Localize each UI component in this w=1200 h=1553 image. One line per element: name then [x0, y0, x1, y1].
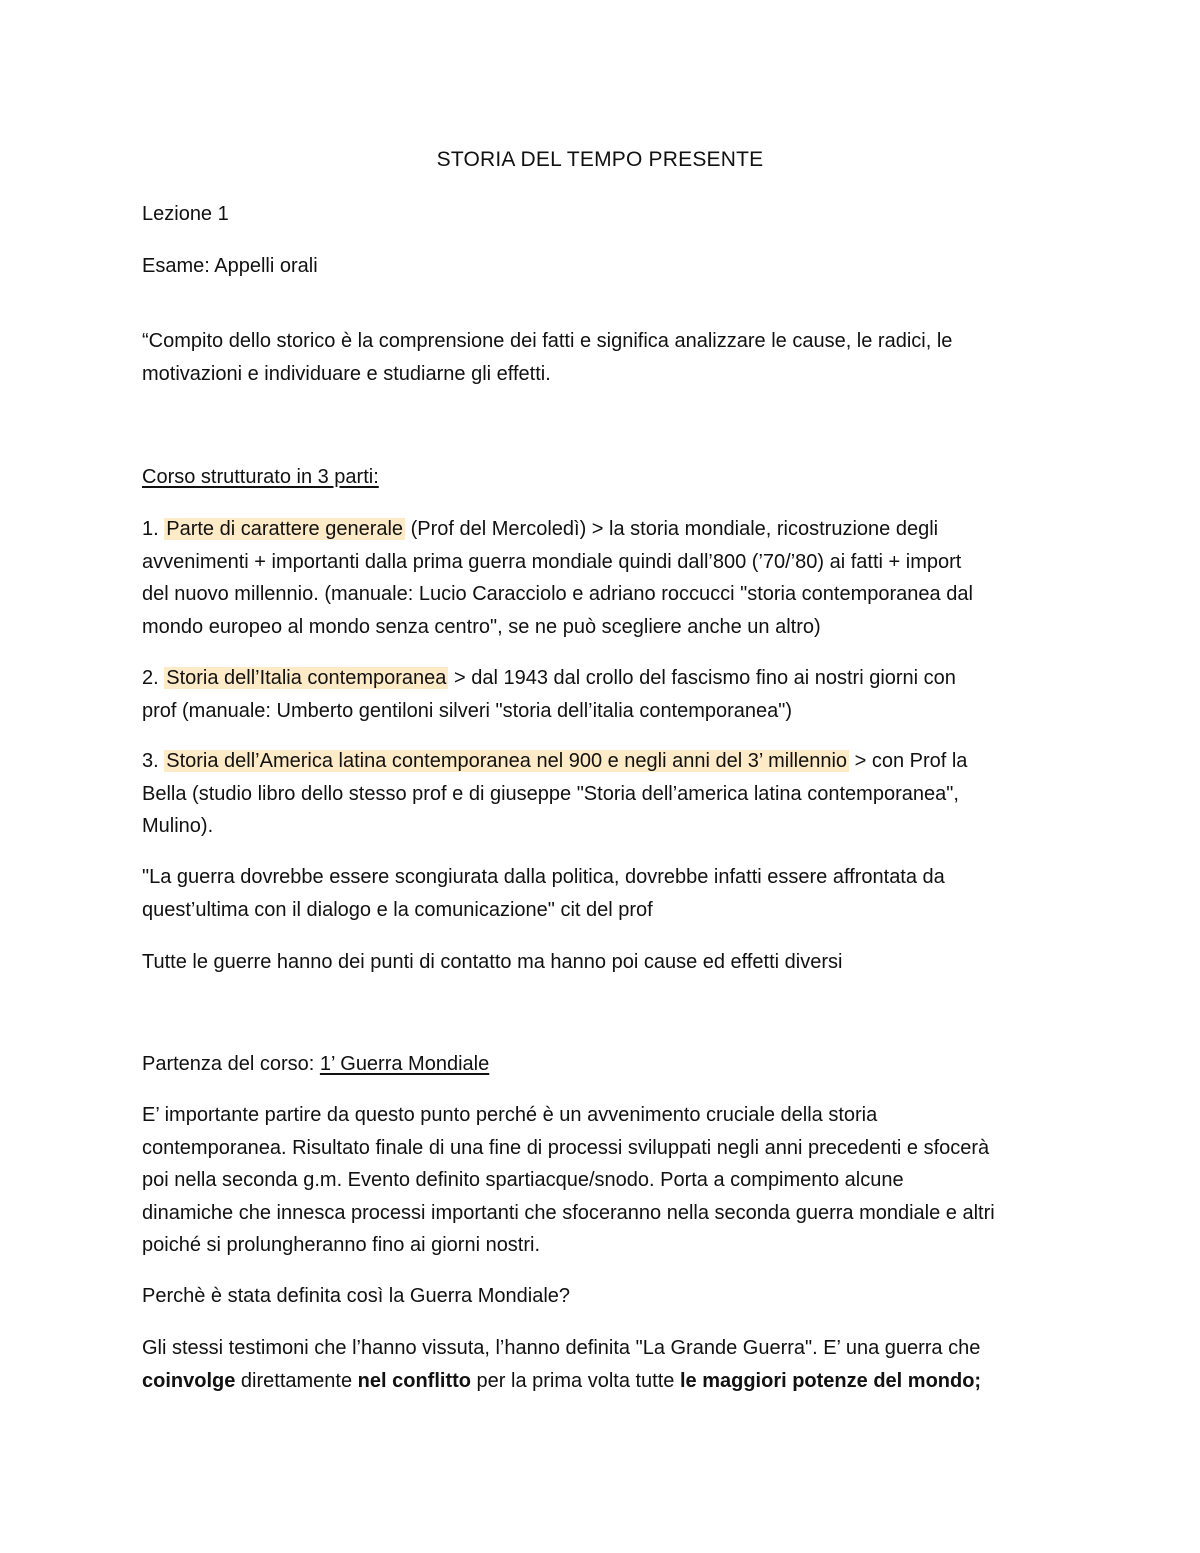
part-3-number: 3. [142, 750, 165, 772]
part-1-highlight: Parte di carattere generale [166, 518, 404, 540]
part-1-line-4: mondo europeo al mondo senza centro", se ne può scegliere anche un altro) [142, 615, 821, 638]
course-part-1 [142, 513, 1072, 643]
question-line: Perchè è stata definita così la Guerra Mondiale? [142, 1285, 571, 1307]
importance-line-4: dinamiche che innesca processi importanti che sfoceranno nella seconda guerra mondiale e altri [142, 1201, 995, 1224]
part-3-text: > con Prof la [849, 750, 968, 772]
witnesses-text-1: direttamente [235, 1369, 358, 1392]
course-start-topic: 1’ Guerra Mondiale [319, 1053, 490, 1075]
importance-paragraph [142, 1099, 1072, 1262]
course-heading: Corso strutturato in 3 parti: [142, 466, 379, 488]
quote-line-1: “Compito dello storico è la comprensione dei fatti e significa analizzare le cause, le radici, le [142, 330, 953, 352]
exam-info: Esame: Appelli orali [142, 255, 318, 277]
witnesses-bold-2: nel conflitto [357, 1369, 471, 1392]
part-1-line-2: avvenimenti + importanti dalla prima guerra mondiale quindi dall’800 (’70/’80) ai fatti + import [142, 550, 962, 573]
importance-line-5: poiché si prolungheranno fino ai giorni nostri. [142, 1234, 541, 1256]
witnesses-bold-3: le maggiori potenze del mondo; [679, 1369, 982, 1392]
professor-quote-line-2: quest’ultima con il dialogo e la comunicazione" cit del prof [142, 898, 653, 921]
witnesses-text-2: per la prima volta tutte [470, 1369, 680, 1392]
part-3-line-2: Bella (studio libro dello stesso prof e di giuseppe "Storia dell’america latina contemporanea", [142, 782, 959, 805]
witnesses-bold-1: coinvolge [142, 1369, 236, 1392]
quote-paragraph [142, 325, 1072, 390]
importance-line-1: E’ importante partire da questo punto perché è un avvenimento cruciale della storia [142, 1104, 878, 1126]
importance-line-2: contemporanea. Risultato finale di una fine di processi sviluppati negli anni precedenti e sfocerà [142, 1136, 990, 1159]
part-1-line-3: del nuovo millennio. (manuale: Lucio Caracciolo e adriano roccucci "storia contemporanea dal [142, 583, 973, 605]
quote-line-2: motivazioni e individuare e studiarne gli effetti. [142, 362, 551, 385]
witnesses-paragraph [142, 1332, 1072, 1397]
course-part-2 [142, 662, 1072, 727]
part-2-text: > dal 1943 dal crollo del fascismo fino ai nostri giorni con [448, 667, 956, 689]
professor-quote [142, 861, 1072, 926]
part-3-highlight: Storia dell’America latina contemporanea nel 900 e negli anni del 3’ millennio [166, 750, 848, 772]
part-1-text: (Prof del Mercoledì) > la storia mondiale, ricostruzione degli [405, 518, 939, 540]
lesson-label: Lezione 1 [142, 203, 229, 225]
course-start-prefix: Partenza del corso: [142, 1053, 320, 1075]
part-3-line-3: Mulino). [142, 815, 214, 837]
part-2-line-2: prof (manuale: Umberto gentiloni silveri "storia dell’italia contemporanea") [142, 699, 793, 722]
course-part-3 [142, 745, 1072, 843]
professor-quote-line-1: "La guerra dovrebbe essere scongiurata dalla politica, dovrebbe infatti essere affrontata da [142, 866, 945, 888]
part-1-number: 1. [142, 518, 165, 540]
part-2-number: 2. [142, 667, 165, 689]
document-title: STORIA DEL TEMPO PRESENTE [436, 148, 764, 171]
part-2-highlight: Storia dell’Italia contemporanea [166, 667, 447, 689]
importance-line-3: poi nella seconda g.m. Evento definito spartiacque/snodo. Porta a compimento alcune [142, 1169, 904, 1191]
course-start [142, 1048, 1072, 1081]
wars-note: Tutte le guerre hanno dei punti di contatto ma hanno poi cause ed effetti diversi [142, 951, 843, 973]
witnesses-line-1: Gli stessi testimoni che l’hanno vissuta, l’hanno definita "La Grande Guerra". E’ una guerra che [142, 1337, 981, 1359]
